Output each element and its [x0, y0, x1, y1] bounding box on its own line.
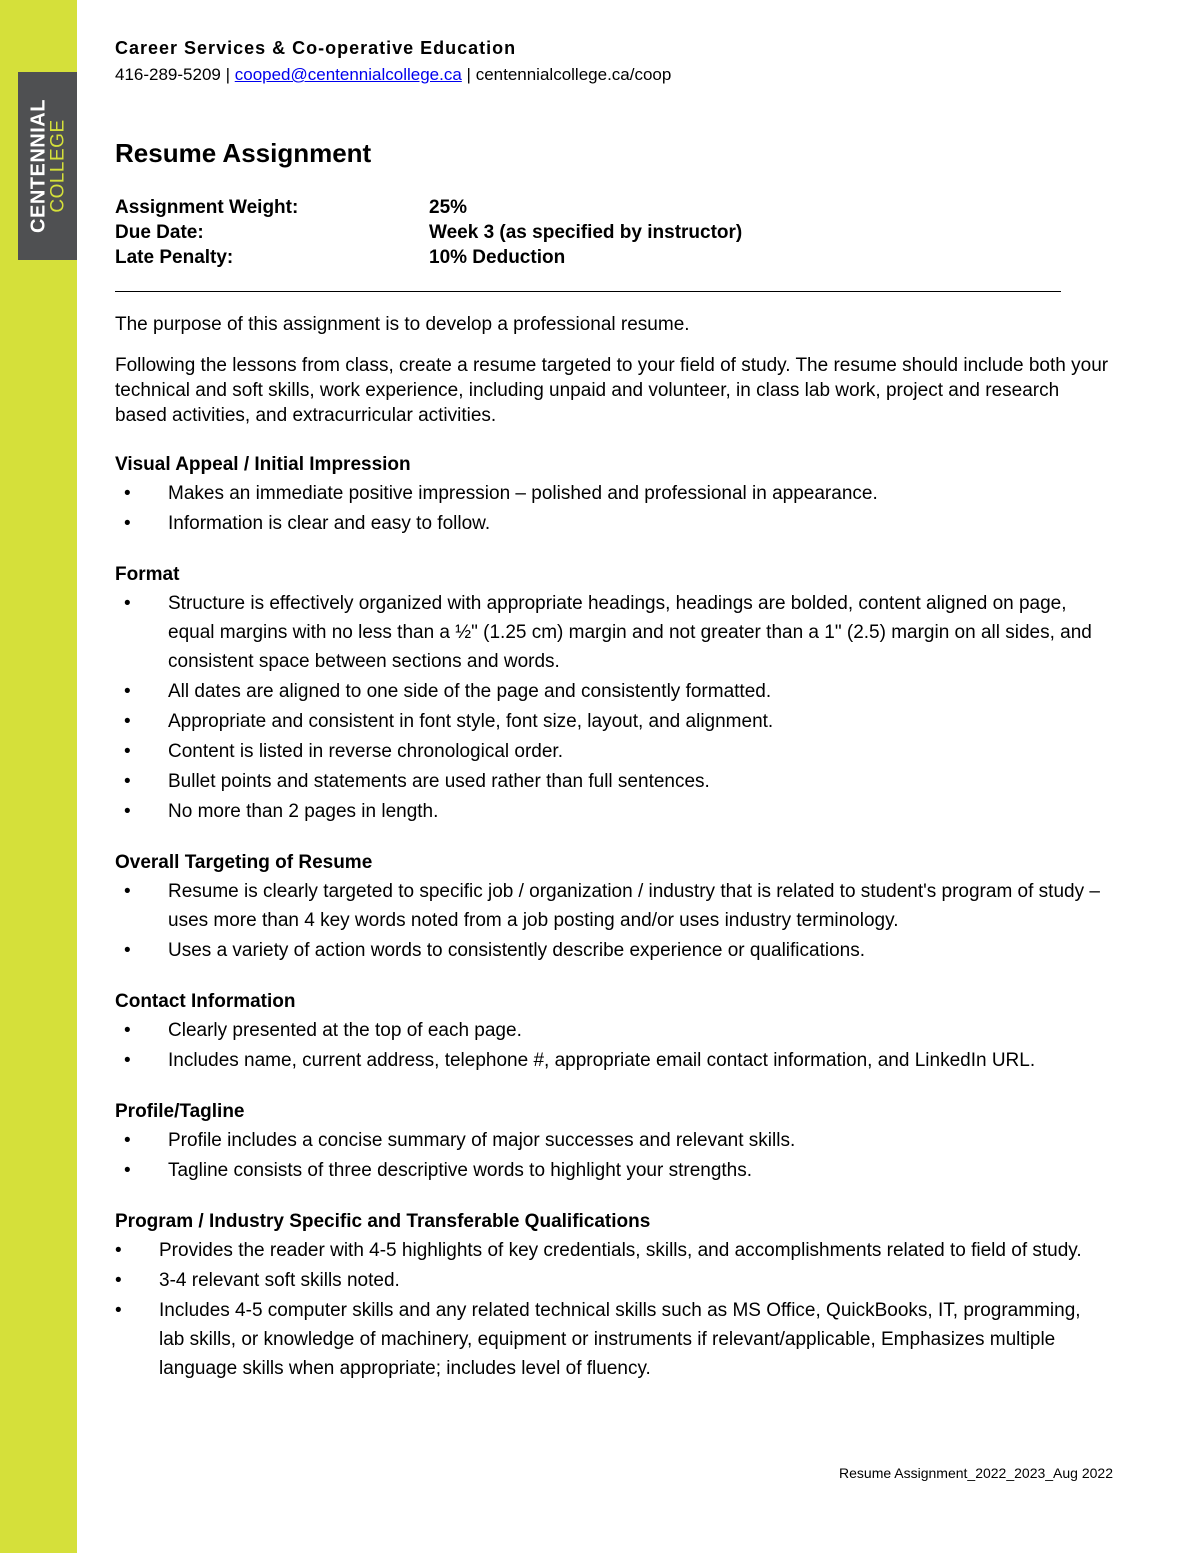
list-item-text: 3-4 relevant soft skills noted. [159, 1270, 400, 1291]
phone-number: 416-289-5209 | [115, 65, 235, 84]
list-item-text: Tagline consists of three descriptive words to highlight your strengths. [168, 1160, 753, 1181]
section-heading: Contact Information [115, 991, 296, 1012]
department-name: Career Services & Co-operative Education [115, 38, 517, 58]
list-item-text: Appropriate and consistent in font style, font size, layout, and alignment. [168, 711, 774, 732]
bullet-icon: • [124, 513, 131, 534]
list-item-text: Includes name, current address, telephone #, appropriate email contact information, and LinkedIn URL. [168, 1050, 1036, 1071]
list-item-text: Resume is clearly targeted to specific job / organization / industry that is related to student's program of study – uses more than 4 key words noted from a job posting and/or uses industry terminology. [168, 881, 1100, 931]
list-item-text: Provides the reader with 4-5 highlights of key credentials, skills, and accomplishments related to field of study. [159, 1240, 1082, 1261]
bullet-icon: • [124, 940, 131, 961]
list-item-text: Content is listed in reverse chronological order. [168, 741, 563, 762]
bullet-icon: • [115, 1300, 122, 1321]
bullet-list [115, 1236, 1110, 1383]
list-item [115, 1296, 1110, 1383]
bullet-icon: • [124, 771, 131, 792]
list-item [115, 509, 1110, 538]
list-item [115, 797, 1110, 826]
bullet-icon: • [124, 1160, 131, 1181]
bullet-list [115, 1016, 1110, 1075]
bullet-list [115, 479, 1110, 538]
list-item-text: Clearly presented at the top of each page. [168, 1020, 522, 1041]
meta-label: Due Date: [115, 222, 204, 243]
document-body [115, 38, 1110, 1384]
list-item [115, 677, 1110, 706]
list-item-text: Uses a variety of action words to consistently describe experience or qualifications. [168, 940, 866, 961]
bullet-icon: • [115, 1240, 122, 1261]
bullet-icon: • [124, 1020, 131, 1041]
list-item [115, 589, 1110, 676]
list-item-text: All dates are aligned to one side of the page and consistently formatted. [168, 681, 772, 702]
meta-value: 10% Deduction [429, 247, 566, 268]
list-item [115, 936, 1110, 965]
instructions-paragraph: Following the lessons from class, create a resume targeted to your field of study. The resume should include both your technical and soft skills, work experience, including unpaid and volunteer, in class lab work, project and research based activities, and extracurricular activities. [115, 355, 1109, 426]
logo-line-1: CENTENNIAL [27, 99, 50, 233]
bullet-icon: • [124, 483, 131, 504]
meta-value: 25% [429, 197, 468, 218]
list-item-text: No more than 2 pages in length. [168, 801, 439, 822]
college-logo-text [29, 99, 68, 233]
assignment-meta [115, 195, 1110, 270]
list-item [115, 767, 1110, 796]
list-item [115, 1016, 1110, 1045]
bullet-list [115, 1126, 1110, 1185]
contact-line [115, 65, 1110, 85]
section-heading: Overall Targeting of Resume [115, 852, 373, 873]
page-title: Resume Assignment [115, 138, 372, 168]
list-item [115, 1266, 1110, 1295]
section-heading: Program / Industry Specific and Transferable Qualifications [115, 1211, 651, 1232]
meta-label: Assignment Weight: [115, 197, 299, 218]
bullet-icon: • [124, 741, 131, 762]
list-item [115, 1126, 1110, 1155]
bullet-list [115, 877, 1110, 965]
list-item [115, 1046, 1110, 1075]
bullet-icon: • [124, 1130, 131, 1151]
list-item-text: Structure is effectively organized with appropriate headings, headings are bolded, content aligned on page, equal margins with no less than a ½" (1.25 cm) margin and not greater than a 1" (2.5) margin on all sides, and consistent space between sections and words. [168, 593, 1092, 672]
bullet-icon: • [124, 593, 131, 614]
meta-row [115, 195, 1110, 220]
list-item [115, 1156, 1110, 1185]
bullet-icon: • [124, 801, 131, 822]
website-text: | centennialcollege.ca/coop [461, 65, 672, 84]
logo-line-2: COLLEGE [47, 119, 69, 213]
purpose-paragraph: The purpose of this assignment is to develop a professional resume. [115, 314, 690, 335]
list-item-text: Information is clear and easy to follow. [168, 513, 491, 534]
list-item [115, 707, 1110, 736]
bullet-icon: • [115, 1270, 122, 1291]
section-heading: Format [115, 564, 180, 585]
bullet-icon: • [124, 711, 131, 732]
list-item [115, 737, 1110, 766]
bullet-icon: • [124, 881, 131, 902]
bullet-icon: • [124, 681, 131, 702]
list-item-text: Profile includes a concise summary of major successes and relevant skills. [168, 1130, 796, 1151]
divider [115, 291, 1061, 292]
list-item [115, 479, 1110, 508]
list-item-text: Includes 4-5 computer skills and any related technical skills such as MS Office, QuickBooks, IT, programming, lab skills, or knowledge of machinery, equipment or instruments if relevant/applicable, Emphasizes multiple language skills when appropriate; includes level of fluency. [159, 1300, 1081, 1379]
bullet-list [115, 589, 1110, 826]
list-item [115, 1236, 1110, 1265]
meta-label: Late Penalty: [115, 247, 234, 268]
meta-row [115, 220, 1110, 245]
list-item-text: Makes an immediate positive impression – polished and professional in appearance. [168, 483, 878, 504]
list-item-text: Bullet points and statements are used rather than full sentences. [168, 771, 710, 792]
meta-row [115, 245, 1110, 270]
page-footer: Resume Assignment_2022_2023_Aug 2022 [839, 1465, 1113, 1481]
bullet-icon: • [124, 1050, 131, 1071]
section-heading: Visual Appeal / Initial Impression [115, 454, 411, 475]
meta-value: Week 3 (as specified by instructor) [429, 222, 743, 243]
section-heading: Profile/Tagline [115, 1101, 245, 1122]
list-item [115, 877, 1110, 935]
email-link[interactable]: cooped@centennialcollege.ca [234, 65, 462, 84]
